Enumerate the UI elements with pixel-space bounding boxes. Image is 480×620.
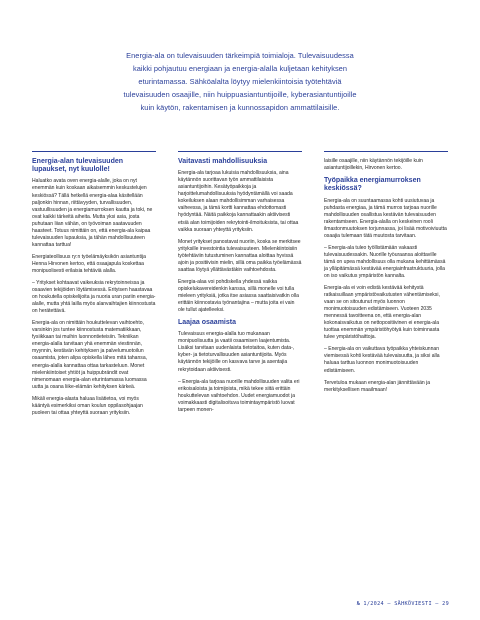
intro-lead (52, 50, 428, 115)
body-paragraph: Energia-ala on suuntaamassa kohti uusiutuvaa ja puhdasta energiaa, ja tämä murros tarjoaa nuorille mahdollisuuden osallistua kestävän tulevaisuuden rakentamiseen. Energia-alalla on keskeinen rooli ilmastonmuutoksen torjunnassa, joi lisää motivoiviuutta osaajia tulemaan tätä muutosta tarvitaan. (324, 197, 447, 239)
intro-line: eturintamassa. Sähköalalta löytyy mielenkiintoisia työtehtäviä (138, 76, 342, 86)
body-paragraph: Energia-ala on nimittäin houkuttelevan vaihtoehto, varsinkin jos tuntee kiinnostusta matematiikkaan, fysiikkaan tai muihin luonnontieteisiin. Tekniikan energia-alalla tarvitaan yhä enemmän viestinnän, myynnin, kestävän kehityksen ja palvelumuotoilun osaamista, joten alipa opiskella lähes mitä tahansa, energia-alalla kannattaa ottaa tarkasteluun. Monet mielenkiintoiset yhtiöt ja huippubrändit ovat nimenomaan energia-alan eturintamassa luomassa uutta ja osana liike-elämän kehityksen kärkeä. (32, 320, 148, 390)
section-heading: Työpaikka energiamurroksen keskiössä? (324, 177, 421, 193)
article-column-3 (324, 158, 448, 399)
body-paragraph: Haluatko avata oven energia-alalle, joka on nyt enemmän kuin koskaan aikaisemmin keskustelujen keskiössä? Tällä hetkellä energia-alaa käsitellään paljonkin hinnan, riittävyyden, turvallisuuden, vastuullisuuden ja energiamurroksen kautta ja toki, ne ovat kaikki tärkeitä aiheita. Mutta yksi asia, josta puhutaan liian vähän, on työvoiman saatavuuden haasteet. Totuus nimittäin on, että energia-ala kaipaa tulevaisuuden lupauksia, ja tähän mahdollisuuteen kannattaa tarttua! (32, 178, 153, 248)
article-column-2 (178, 158, 302, 419)
intro-line: Energia-ala on tulevaisuuden tärkeimpiä toimialoja. Tulevaisuudessa (126, 51, 354, 60)
body-paragraph: Monet yritykset panostavat nuoriin, koska se merkitsee yrityksille investointia tulevaisuuteen. Mielenkiintoisiin työtehtäviin tutustuminen kannattaa aloittaa hyvissä ajoin ja positiivisin mielin, sillä oma paikka työelämässä saattaa löytyä yllättävästäkin vaihtoehdosta. (178, 238, 302, 273)
column-divider-rule (32, 151, 156, 152)
body-paragraph: – Energia-ala tuleo työllistämään vakaasti tulevaisuudessakin. Nuorille työuraansa aloittaville tämä on upea mahdollisuus olla mukana kehittämässä ja ylläpitämässä kestävää energiainfrastruktuuria, jolla on iso vaikutus ympäristön kannalta. (324, 244, 446, 279)
body-paragraph: – Yritykset kohtaavat vaikeuksia rekrytoinneissa ja osaavien tekijöiden löytämisessä. Erityisen haastavaa on houkutella opiskelijoita ja nuoria uran pariin energia-alalle, mutta yhtä lailla myös alanvaihtajien kiinnostusta on herätettävä. (32, 280, 156, 315)
page-footer: № 1/2024 – SÄHKÖVIESTI – 29 (356, 601, 449, 607)
column-divider-rule (324, 151, 448, 152)
intro-line: kaikki pohjautuu energiaan ja energia-alalla kuljetaan kehityksen (132, 63, 348, 73)
column-divider-rule (178, 151, 302, 152)
body-paragraph: Tervetuloa mukaan energia-alan jännittävään ja merkityksellisen maailmaan! (324, 379, 431, 393)
body-paragraph: Mikäli energia-alasta haluaa lisätietoa, voi myös kääntyä esimerkiksi oman koulun oppilasohjaajan puoleen tai ottaa yhteyttä suoraan yrityksiin. (32, 395, 143, 416)
body-paragraph: Tulevaisuus energia-alalla tuo mukanaan monipuolisuutta ja vaatii osaamisen laajentumista. Lisäksi tarvitaan uudenlaista tietotaitoa, kuten data-, kyber- ja tietoturvallisuuden asiantuntijoita. Myös käytännön tekijöille on kasvava tarve ja asentajia rekrytoidaan aktiivisesti. (178, 331, 295, 373)
intro-line: tulevaisuuden osaajille, niin huippuasiantuntijoille, kyberasiantuntijoille (123, 89, 357, 99)
body-paragraph: Energia-alaa voi pohdiskella yhdessä vaikka opiskelukavereidenkin kanssa, sillä monelle voi tulla mieleen yrityksiä, jotka itse asiassa saattaisivatkin olla erittäin kiinnostavia työnantajina – mutta joita ei vain ole tullut ajatelleeksi. (178, 278, 299, 314)
article-column-1 (32, 158, 156, 422)
body-paragraph: – Energia-ala tarjoaa nuorille mahdollisuuden valita eri erikoisaloista ja toimijoista, mikä tekee siitä erittäin houkuttelevan vaihtoehdon. Uudet energiamuodot ja voimakkaasti digitalisoituva toimintaympäristö luovat tarpeen monen- (178, 378, 300, 413)
body-paragraph: – Energia-ala on vaikuttava työpaikka yhteiskunnan viemisessä kohti kestävää tulevaisuutta, ja siksi alla haluaa tarttua luonnon monimuotoisuuden edistämiseen. (324, 346, 440, 374)
body-paragraph: Energiateollisuus ry:n työelämäyksikön asiantuntija Henna Hirvonen kertoo, että osaajapula koskettaa monipuolisesti erilaisia tehtäviä alalla. (32, 253, 146, 274)
body-paragraph: Energia-ala tarjoaa lukuisia mahdollisuuksia, aina käytännön suorittavan työn ammattilaisista asiantuntijoihin. Kesätyöpaikkoja ja harjoittelumahdollisuuksia hyödyntämällä voi saada kokeiluksen alaan mahdollisimman varhaisessa vaiheessa, ja tämä kortti kannattaa ehdottomasti hyödyntää. Näitä paikkoja kannattaakin aktiivisesti etsiä alan toimijoiden rekrytointi-ilmoituksista, tai ottaa vaikka suoraan yhteyttä yrityksiin. (178, 170, 299, 233)
body-paragraph: Energia-ala ei voin edistä kestävää kehitystä ratkaisuillaan ympäristövaikutusten vähentämiseksi, vaan se on sitoutunut myös luonnon monimuotoisuuden edistämiseen. Vuoteen 2035 mennessä tavoitteena on, että energia-alan kokonaisvaikutus on nettopositiivinen ei energia-ala tuottaa enemmän ympäristöhyötyä kuin toiminnasta tulee ympäristöhaittoja. (324, 285, 440, 341)
section-heading: Laajaa osaamista (178, 319, 236, 327)
section-heading: Energia-alan tulevaisuuden lupaukset, nyt kuulolle! (32, 158, 124, 174)
section-heading: Vaitavasti mahdollisuuksia (178, 158, 268, 165)
body-paragraph: laisille osaajille, niin käytännön tekijöille kuin asiantuntijoillekin, Hirvonen kertoo. (324, 158, 423, 172)
intro-line: kuin käytön, rakentamisen ja kunnossapidon ammattilaisille. (140, 102, 340, 112)
